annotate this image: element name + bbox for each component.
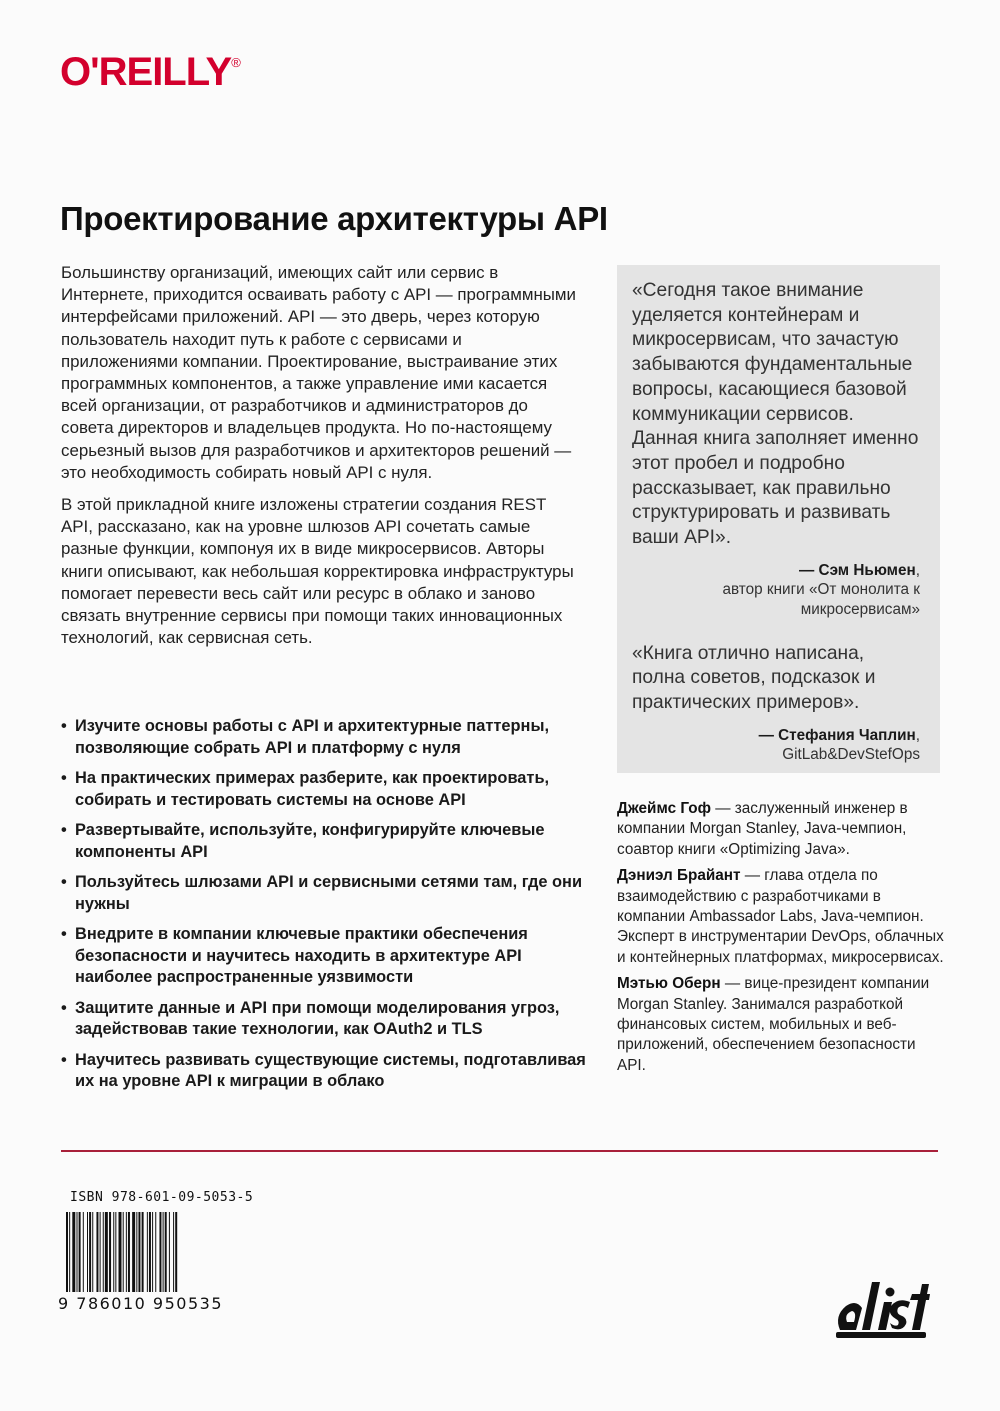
author-bios <box>617 799 947 1082</box>
barcode-bar <box>155 1212 156 1292</box>
barcode-bar <box>72 1212 75 1292</box>
feature-list <box>61 716 591 1102</box>
barcode-bar <box>77 1212 78 1292</box>
barcode-bar <box>105 1212 108 1292</box>
logo-text: O'REILLY <box>60 50 232 94</box>
barcode-bar <box>66 1212 68 1292</box>
testimonial-quote-2: «Книга отлично написана, полна советов, подсказок и практических примеров». <box>632 642 876 713</box>
book-title: Проектирование архитектуры API <box>60 200 608 237</box>
feature-item: • Изучите основы работы с API и архитектурные паттерны, позволяющие собрать API и платформу с нуля <box>61 717 549 757</box>
barcode-bar <box>152 1212 153 1292</box>
main-description <box>61 262 581 659</box>
barcode-bar <box>83 1212 84 1292</box>
barcode-bar <box>103 1212 104 1292</box>
barcode-bar <box>87 1212 88 1292</box>
barcode-bar <box>142 1212 144 1292</box>
author-name: Дэниэл Брайант <box>617 867 741 885</box>
barcode-bar <box>89 1212 91 1292</box>
barcode-bar <box>138 1212 140 1292</box>
barcode-bar <box>165 1212 167 1292</box>
barcode-bar <box>123 1212 124 1292</box>
author-name: Джеймс Гоф <box>617 800 711 817</box>
testimonials-box <box>617 265 940 773</box>
barcode-bar <box>147 1212 148 1292</box>
author-description: — глава отдела по взаимодействию с разработчиками в компании Ambassador Labs, Java-чемпион. Эксперт в инструментарии DevOps, облачных и контейнерных платформах, микросервисах. <box>617 867 944 966</box>
barcode-bar <box>169 1212 170 1292</box>
bullet-marker: • <box>61 769 67 787</box>
barcode-bar <box>92 1212 93 1292</box>
author-name: Мэтью Оберн <box>617 975 721 993</box>
feature-item: • Научитесь развивать существующие системы, подготавливая их на уровне API к миграции в облако <box>61 1050 586 1090</box>
testimonial-attribution-1: — Сэм Ньюмен, автор книги «От монолита к микросервисам» <box>722 561 920 618</box>
barcode-bar <box>175 1212 177 1292</box>
bullet-marker: • <box>61 998 67 1017</box>
barcode-bar <box>113 1212 114 1292</box>
isbn-label: ISBN 978-601-09-5053-5 <box>70 1190 254 1205</box>
barcode-bar <box>109 1212 111 1292</box>
testimonial-role: автор книги «От монолита к микросервисам» <box>722 581 920 618</box>
barcode-bar <box>115 1212 116 1292</box>
author-bio <box>617 974 947 1076</box>
bullet-marker: • <box>61 873 67 891</box>
author-description: — вице-президент компании Morgan Stanley. Занимался разработкой финансовых систем, мобильных и веб-приложений, обеспечением безопасности API. <box>617 975 930 1074</box>
feature-item: • Защитите данные и API при помощи моделирования угроз, задействовав такие технологии, как OAuth2 и TLS <box>61 998 560 1038</box>
bullet-marker: • <box>61 1050 67 1069</box>
barcode-bar <box>149 1212 151 1292</box>
author-bio <box>617 799 947 860</box>
barcode-bar <box>159 1212 161 1292</box>
feature-item: • Развертывайте, используйте, конфигурируйте ключевые компоненты API <box>61 821 545 861</box>
barcode-bar <box>100 1212 101 1292</box>
barcode-bar <box>132 1212 135 1292</box>
feature-item: • Пользуйтесь шлюзами API и сервисными сетями там, где они нужны <box>61 873 583 913</box>
barcode-bar <box>96 1212 98 1292</box>
barcode-digits: 9 786010 950535 <box>58 1294 224 1313</box>
oreilly-logo <box>60 52 241 92</box>
feature-item: • Внедрите в компании ключевые практики обеспечения безопасности и научитесь находить в архитектуре API наиболее распространенные уязвимости <box>61 925 528 986</box>
author-description: — заслуженный инженер в компании Morgan Stanley, Java-чемпион, соавтор книги «Optimizing Java». <box>617 800 908 858</box>
description-paragraph-2: В этой прикладной книге изложены стратегии создания REST API, рассказано, как на уровне шлюзов API сочетать самые разные функции, компонуя их в виде микросервисов. Авторы книги описывают, как небольшая корректировка инфраструктуры помогает перевести весь сайт или ресурс в облако и заново связать внутренние сервисы при помощи таких инновационных технологий, как сервисная сеть. <box>61 495 574 648</box>
description-paragraph-1: Большинству организаций, имеющих сайт или сервис в Интернете, приходится осваивать работу с API — программными интерфейсами приложений. API — это дверь, через которую пользователь находит путь к работе с сервисами и приложениями компании. Проектирование, выстраивание этих программных компонентов, а также управление ими касается всей организации, от разработчиков и администраторов до совета директоров и владельцев продукта. Но по-настоящему серьезный вызов для разработчиков и архитекторов решений — это необходимость собирать новый API с нуля. <box>61 263 576 482</box>
barcode-image <box>66 1212 244 1292</box>
barcode-bar <box>163 1212 164 1292</box>
barcode-bar <box>79 1212 81 1292</box>
bullet-marker: • <box>61 717 67 735</box>
testimonial-author: — Стефания Чаплин <box>758 726 916 744</box>
testimonial-attribution-2: — Стефания Чаплин, GitLab&DevStefOps <box>758 726 920 764</box>
registered-mark: ® <box>231 55 241 70</box>
barcode-bar <box>119 1212 122 1292</box>
testimonial-quote-1: «Сегодня такое внимание уделяется контейнерам и микросервисам, что зачастую забываются фундаментальные вопросы, касающиеся базовой коммуникации сервисов. Данная книга заполняет именно этот пробел и подробно рассказывает, как правильно структурировать и развивать ваши API». <box>632 280 919 549</box>
barcode-bar <box>126 1212 127 1292</box>
bullet-marker: • <box>61 925 67 943</box>
divider-line <box>61 1150 938 1152</box>
testimonial-author: — Сэм Ньюмен <box>798 561 916 579</box>
author-bio <box>617 866 947 968</box>
barcode-bar <box>128 1212 130 1292</box>
alist-publisher-logo <box>832 1266 930 1346</box>
barcode-bar <box>173 1212 174 1292</box>
feature-item: • На практических примерах разберите, как проектировать, собирать и тестировать системы на основе API <box>61 769 550 809</box>
barcode-bar <box>136 1212 137 1292</box>
bullet-marker: • <box>61 821 67 839</box>
barcode-bar <box>69 1212 70 1292</box>
testimonial-role: GitLab&DevStefOps <box>782 746 920 764</box>
